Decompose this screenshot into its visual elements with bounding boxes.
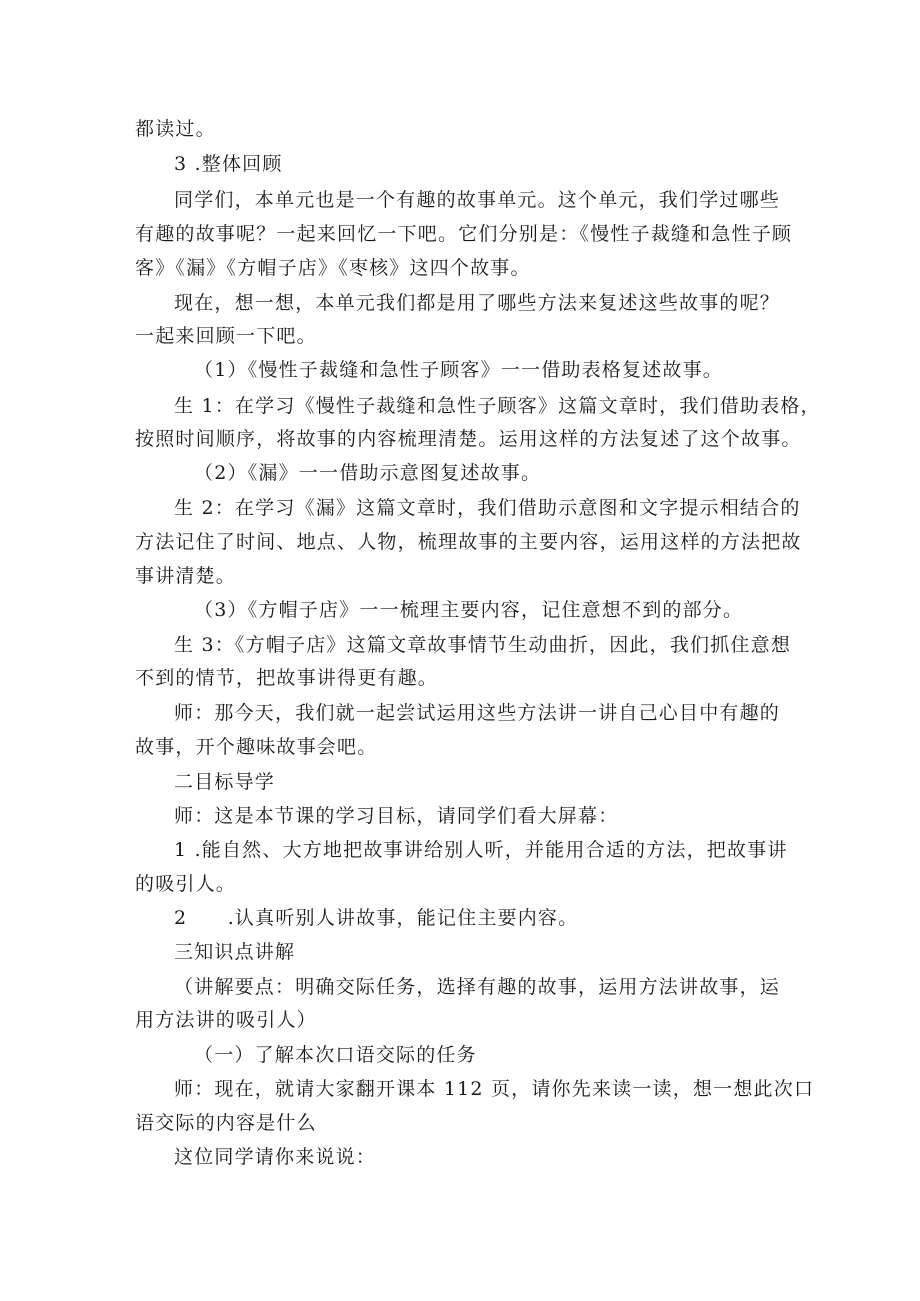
text-line: 师：现在，就请大家翻开课本 112 页，请你先来读一读，想一想此次口	[174, 1078, 815, 1100]
text-line: 语交际的内容是什么	[135, 1112, 317, 1134]
text-line: 方法记住了时间、地点、人物，梳理故事的主要内容，运用这样的方法把故	[135, 531, 802, 553]
text-line: 有趣的故事呢？一起来回忆一下吧。它们分别是：《慢性子裁缝和急性子顾	[135, 223, 793, 245]
list-item: 1 .能自然、大方地把故事讲给别人听，并能用合适的方法，把故事讲	[174, 839, 788, 861]
text-line: 这位同学请你来说说：	[174, 1146, 377, 1168]
subsection-heading: （一）了解本次口语交际的任务	[194, 1044, 477, 1066]
text-line: 按照时间顺序，将故事的内容梳理清楚。运用这样的方法复述了这个故事。	[135, 428, 802, 450]
text-line: 现在，想一想，本单元我们都是用了哪些方法来复述这些故事的呢？	[174, 292, 781, 314]
text-line: 的吸引人。	[135, 873, 237, 895]
text-line: 客》《漏》《方帽子店》《枣核》这四个故事。	[135, 257, 531, 279]
text-line: 生 3：《方帽子店》这篇文章故事情节生动曲折，因此，我们抓住意想	[174, 634, 792, 656]
text-line: 师：这是本节课的学习目标，请同学们看大屏幕：	[174, 805, 619, 827]
text-line: 事讲清楚。	[135, 565, 237, 587]
list-item: 2 .认真听别人讲故事，能记住主要内容。	[174, 907, 579, 929]
text-line: 故事，开个趣味故事会吧。	[135, 736, 378, 758]
list-item: （2）《漏》一一借助示意图复述故事。	[194, 462, 542, 484]
list-item: （1）《慢性子裁缝和急性子顾客》一一借助表格复述故事。	[194, 359, 723, 381]
list-item: （3）《方帽子店》一一梳理主要内容，记住意想不到的部分。	[194, 599, 744, 621]
text-line: 师：那今天，我们就一起尝试运用这些方法讲一讲自己心目中有趣的	[174, 702, 781, 724]
section-heading: 三知识点讲解	[174, 941, 296, 963]
text-line: 生 1：在学习《慢性子裁缝和急性子顾客》这篇文章时，我们借助表格，	[174, 395, 821, 417]
section-heading: 二目标导学	[174, 771, 276, 793]
text-line: 生 2：在学习《漏》这篇文章时，我们借助示意图和文字提示相结合的	[174, 497, 801, 519]
text-line: 同学们，本单元也是一个有趣的故事单元。这个单元，我们学过哪些	[174, 189, 781, 211]
text-line: 一起来回顾一下吧。	[135, 325, 317, 347]
text-line: （讲解要点：明确交际任务，选择有趣的故事，运用方法讲故事，运	[174, 976, 781, 998]
section-heading: 3 .整体回顾	[174, 153, 283, 175]
text-line: 用方法讲的吸引人）	[135, 1009, 317, 1031]
text-line: 都读过。	[135, 118, 216, 140]
text-line: 不到的情节，把故事讲得更有趣。	[135, 667, 439, 689]
